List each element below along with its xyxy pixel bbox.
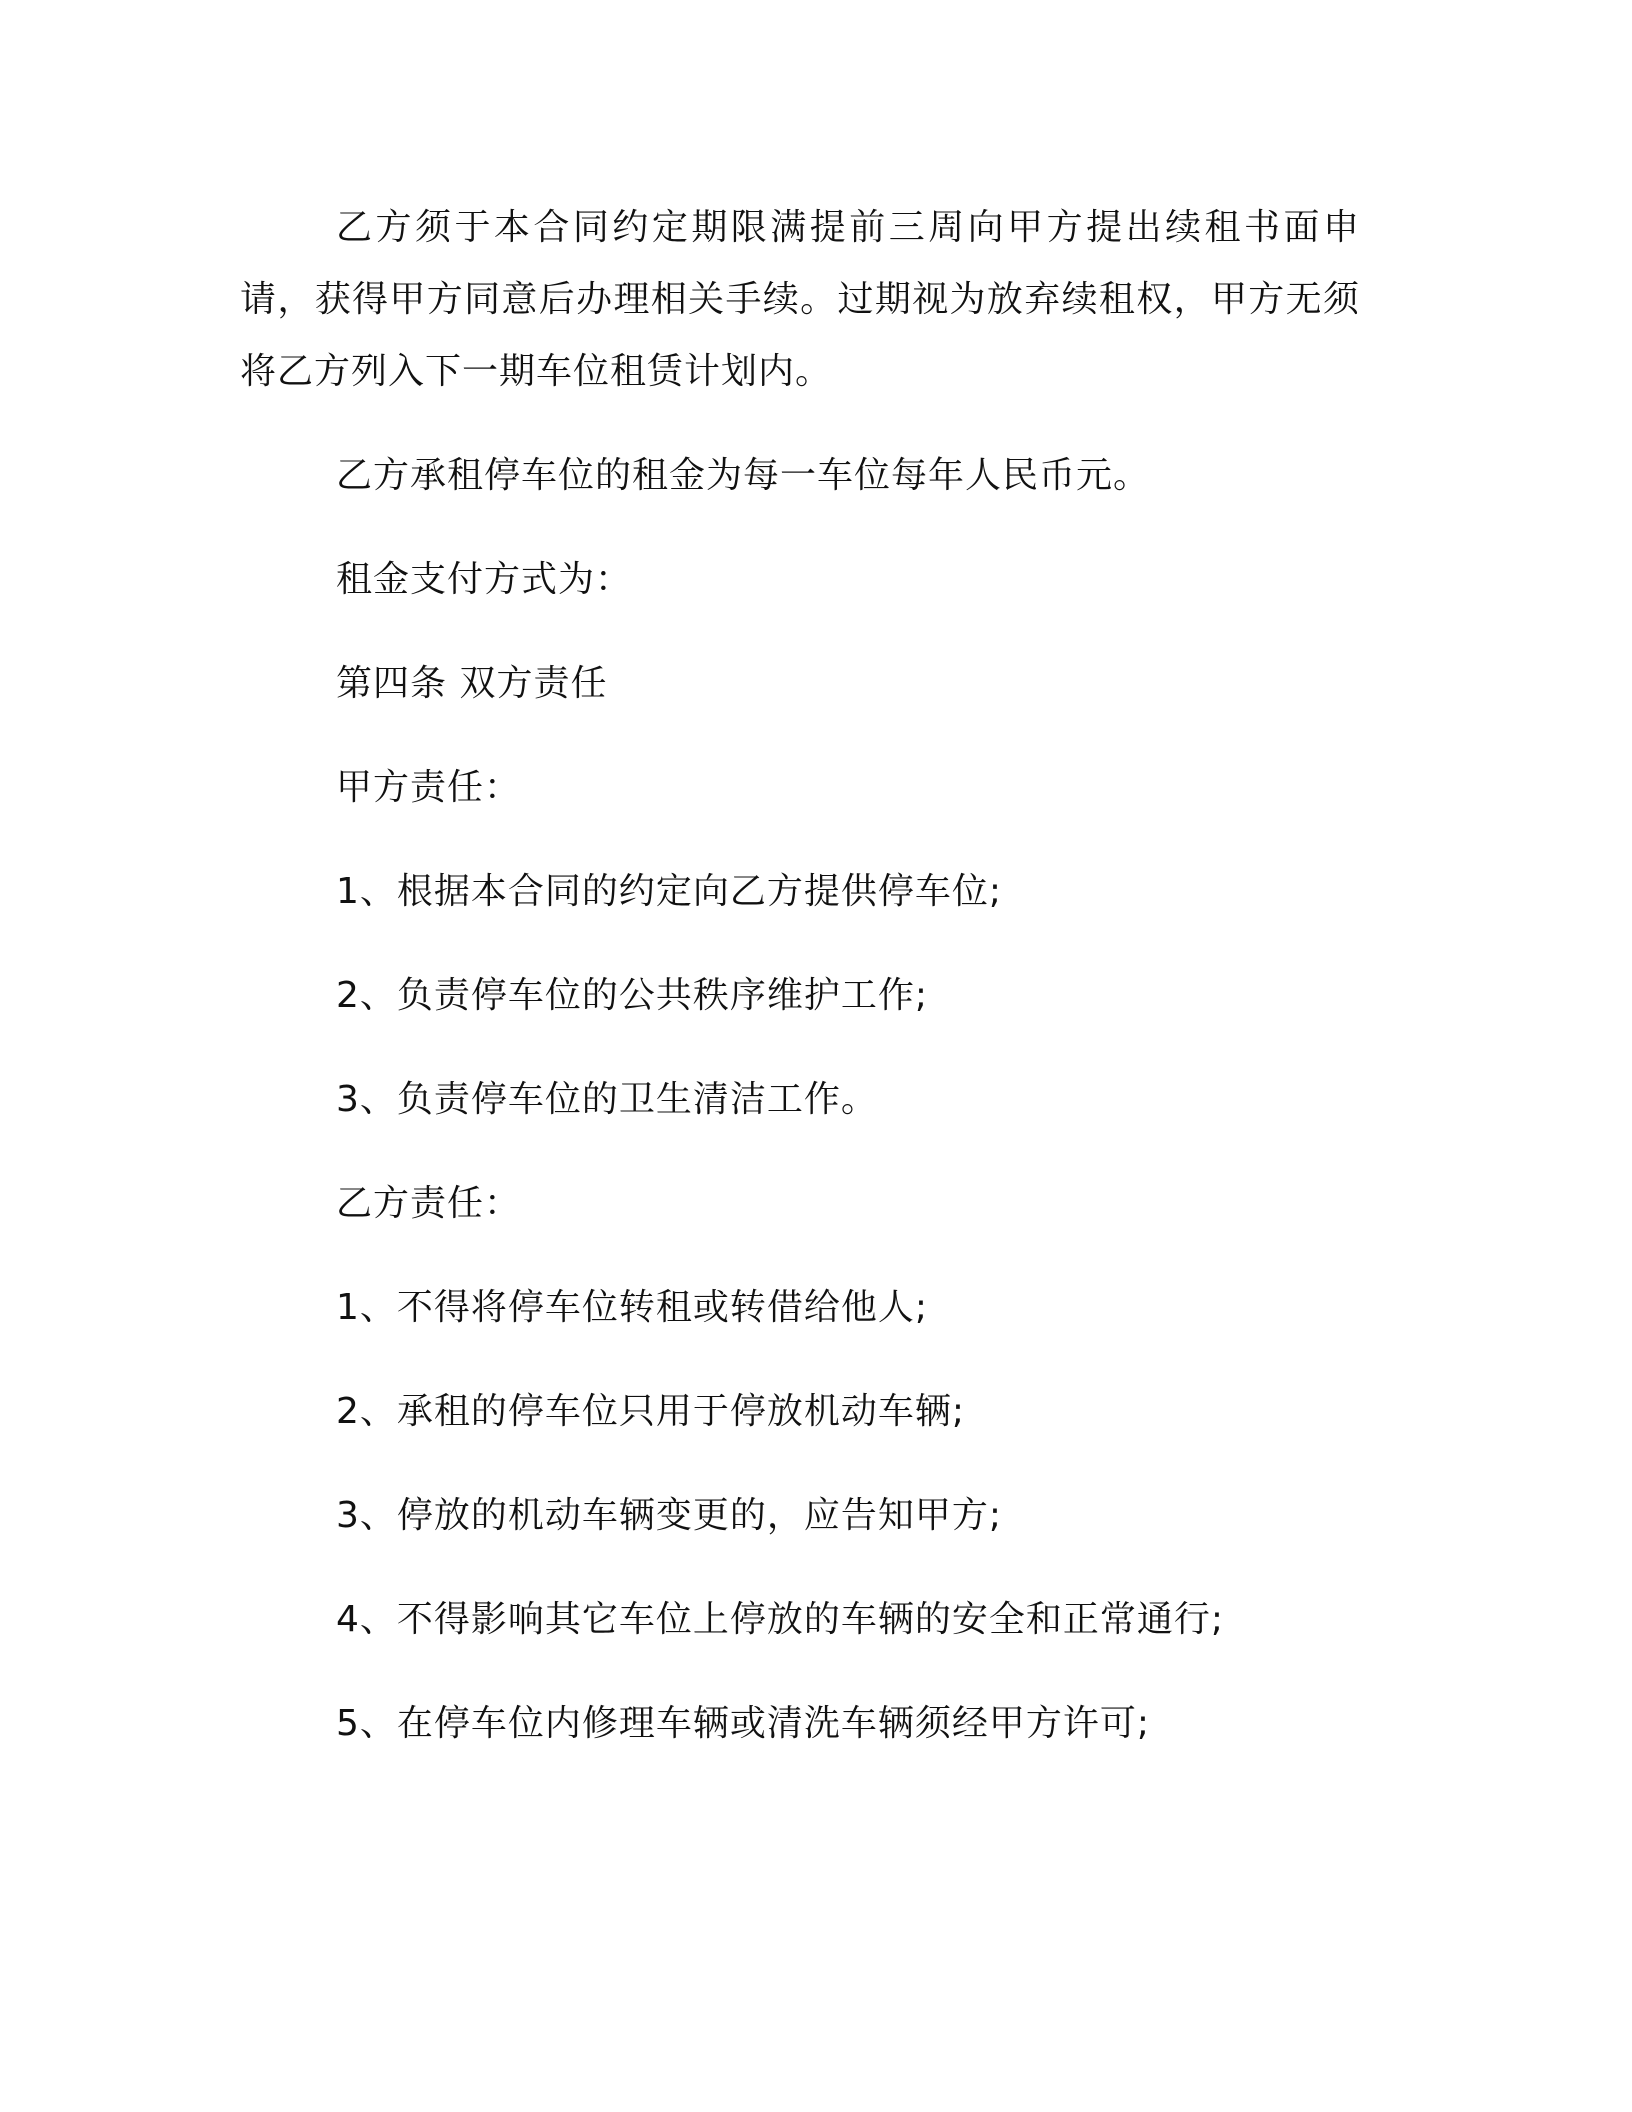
paragraph-rent-amount: 乙方承租停车位的租金为每一车位每年人民币元。 bbox=[336, 455, 1151, 496]
party-b-duty-2: 2、承租的停车位只用于停放机动车辆; bbox=[336, 1391, 966, 1432]
subheading-party-a-duties: 甲方责任： bbox=[336, 767, 522, 808]
paragraph-renewal-application: 乙方须于本合同约定期限满提前三周向甲方提出续租书面申请，获得甲方同意后办理相关手续。过期视为放弃续租权，甲方无须将乙方列入下一期车位租赁计划内。 bbox=[240, 207, 1360, 392]
subheading-party-b-duties: 乙方责任： bbox=[336, 1183, 522, 1224]
party-a-duty-3: 3、负责停车位的卫生清洁工作。 bbox=[336, 1079, 878, 1120]
party-a-duty-1: 1、根据本合同的约定向乙方提供停车位; bbox=[336, 871, 1003, 912]
party-a-duty-2: 2、负责停车位的公共秩序维护工作; bbox=[336, 975, 929, 1016]
party-b-duty-1: 1、不得将停车位转租或转借给他人; bbox=[336, 1287, 929, 1328]
party-b-duty-5: 5、在停车位内修理车辆或清洗车辆须经甲方许可; bbox=[336, 1703, 1151, 1744]
party-b-duty-3: 3、停放的机动车辆变更的，应告知甲方; bbox=[336, 1495, 1003, 1536]
party-b-duty-4: 4、不得影响其它车位上停放的车辆的安全和正常通行; bbox=[336, 1599, 1225, 1640]
section-heading-article-4: 第四条 双方责任 bbox=[336, 663, 608, 704]
document-body bbox=[240, 192, 1360, 1760]
paragraph-rent-payment-method: 租金支付方式为： bbox=[336, 559, 633, 600]
